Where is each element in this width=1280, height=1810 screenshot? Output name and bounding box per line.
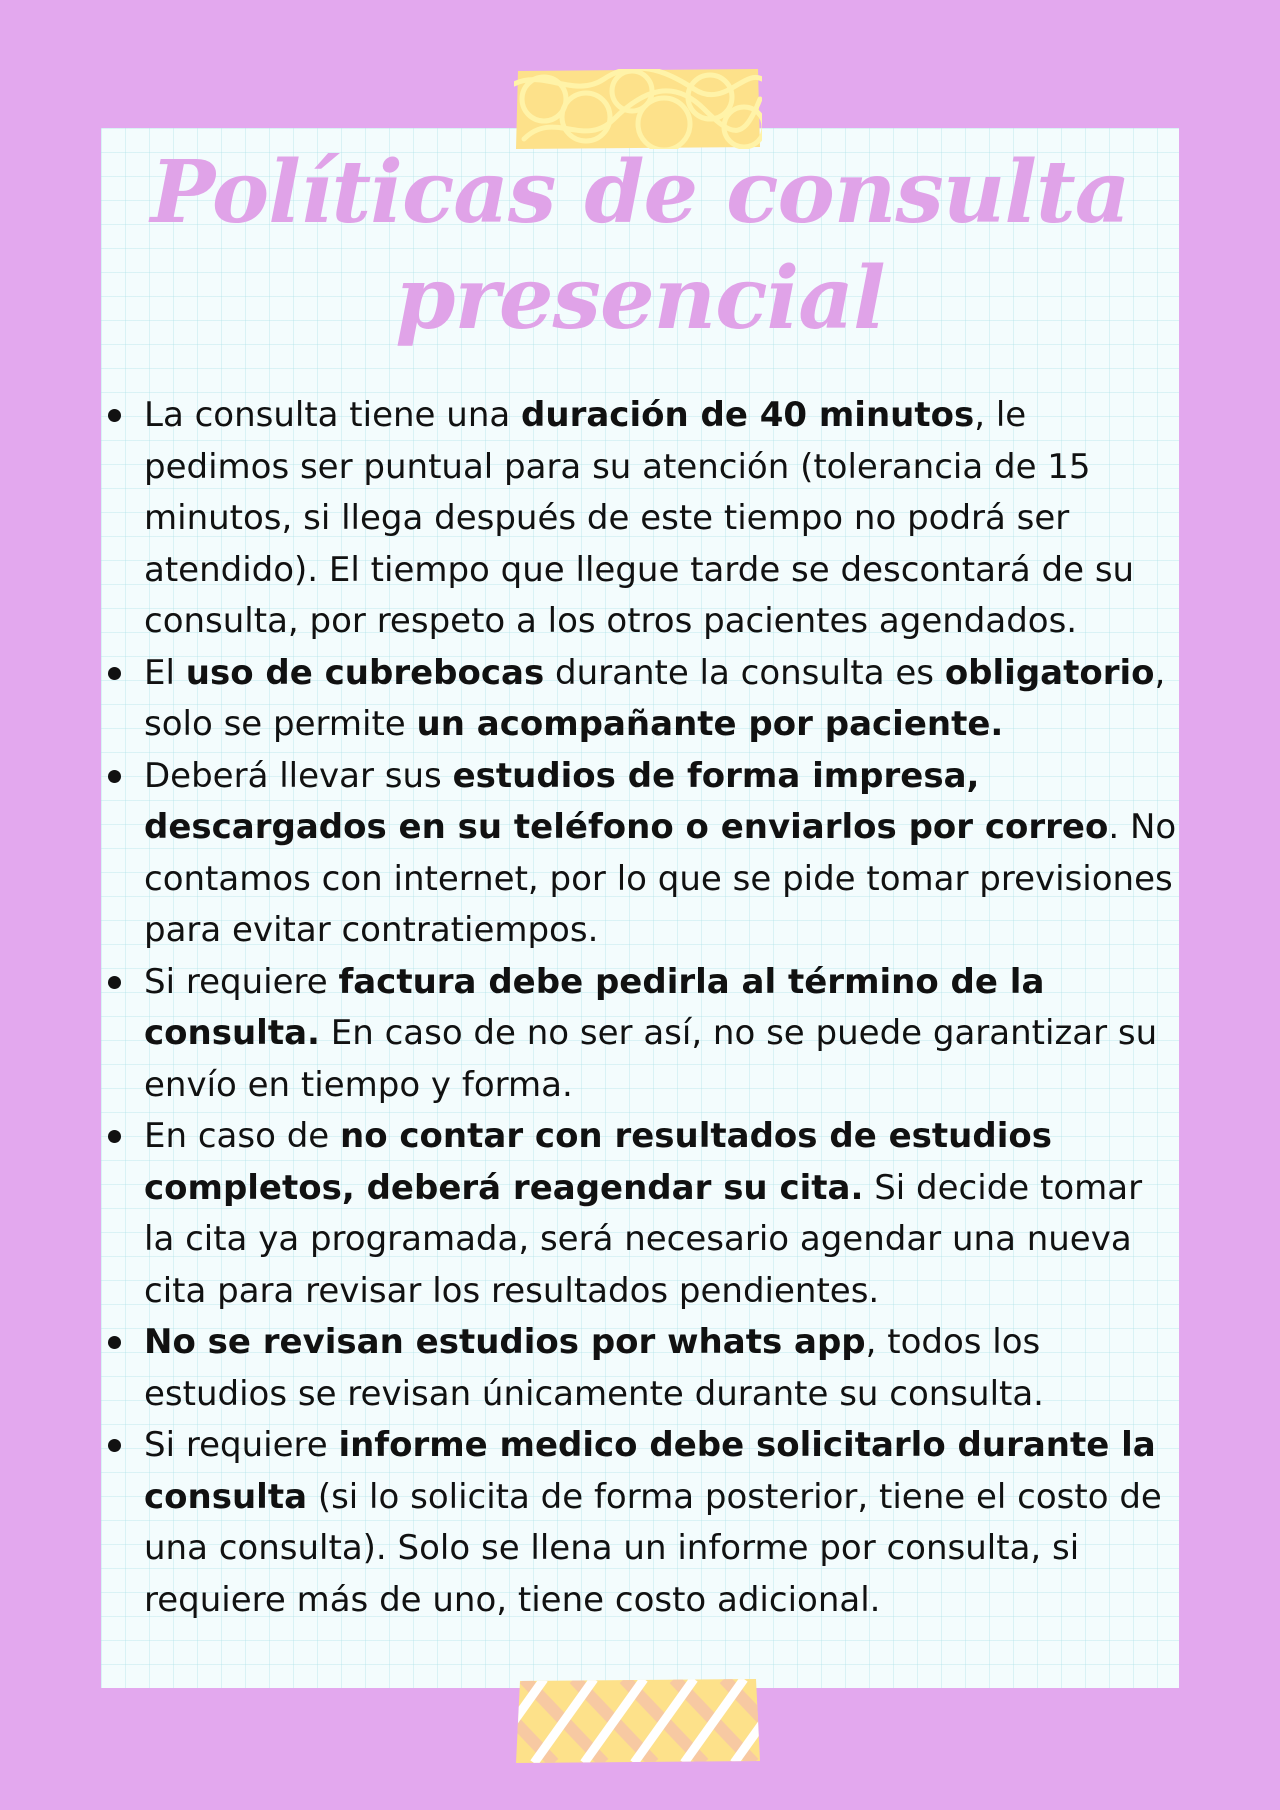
page-title-line-1: Políticas de consulta [150, 142, 1130, 243]
policy-item-whatsapp [101, 1317, 1181, 1420]
policy-item-incomplete-results [101, 1111, 1181, 1317]
policy-item-studies-format [101, 751, 1181, 957]
page-title-line-2: presencial [395, 248, 885, 349]
policy-highlight: factura debe pedirla al término de la consulta. [144, 961, 1045, 1053]
policy-highlight: informe medico debe solicitarlo durante la consulta [144, 1425, 1156, 1517]
policy-text: Si requiere [144, 1425, 339, 1465]
policy-text: En caso de no ser así, no se puede garantizar su envío en tiempo y forma. [144, 1013, 1158, 1105]
bullet-icon [108, 667, 121, 680]
policy-item-invoice [101, 957, 1181, 1112]
bullet-icon [108, 409, 121, 422]
policy-highlight: obligatorio [944, 652, 1155, 693]
policy-highlight: estudios de forma impresa, descargados en su teléfono o enviarlos por correo [144, 755, 1109, 847]
policy-text: Deberá llevar sus [144, 755, 453, 796]
policy-item-duration [101, 390, 1181, 648]
bullet-icon [108, 1336, 121, 1349]
policy-highlight: duración de 40 minutos [521, 395, 975, 435]
page-title [101, 140, 1179, 352]
policy-text: En caso de [144, 1116, 340, 1156]
washi-tape-bottom [514, 1679, 762, 1763]
policy-text: Si requiere [144, 961, 339, 1002]
washi-tape-top [514, 69, 762, 149]
bullet-icon [108, 1130, 121, 1143]
policy-text: Si decide tomar la cita ya programada, será necesario agendar una nueva cita para revisar los resultados pendientes. [144, 1167, 1143, 1311]
bullet-icon [108, 976, 121, 989]
bullet-icon [108, 770, 121, 783]
policy-highlight: no contar con resultados de estudios completos, deberá reagendar su cita. [144, 1116, 1052, 1208]
policy-text: , todos los estudios se revisan únicamente durante su consulta. [144, 1322, 1044, 1414]
policy-item-medical-report [101, 1420, 1181, 1626]
policy-list [101, 390, 1181, 1626]
policy-highlight: un acompañante por paciente. [416, 704, 1004, 744]
policy-text: durante la consulta es [544, 652, 945, 693]
policy-text: , solo se permite [144, 652, 1166, 744]
policy-highlight: uso de cubrebocas [185, 652, 545, 693]
policy-text: La consulta tiene una [144, 395, 522, 435]
policy-highlight: No se revisan estudios por whats app [144, 1322, 866, 1362]
policy-text: , le pedimos ser puntual para su atención (tolerancia de 15 minutos, si llega después de este tiempo no podrá ser atendido). El tiempo que llegue tarde se descontará de su consulta, por respeto a los otros pacientes agendados. [144, 395, 1135, 641]
bullet-icon [108, 1439, 121, 1452]
policy-text: . No contamos con internet, por lo que se pide tomar previsiones para evitar contratiempos. [144, 807, 1177, 950]
policy-text: El [144, 652, 186, 693]
policy-item-face-mask [101, 648, 1181, 751]
policy-text: (si lo solicita de forma posterior, tiene el costo de una consulta). Solo se llena un informe por consulta, si requiere más de uno, tiene costo adicional. [144, 1476, 1162, 1620]
